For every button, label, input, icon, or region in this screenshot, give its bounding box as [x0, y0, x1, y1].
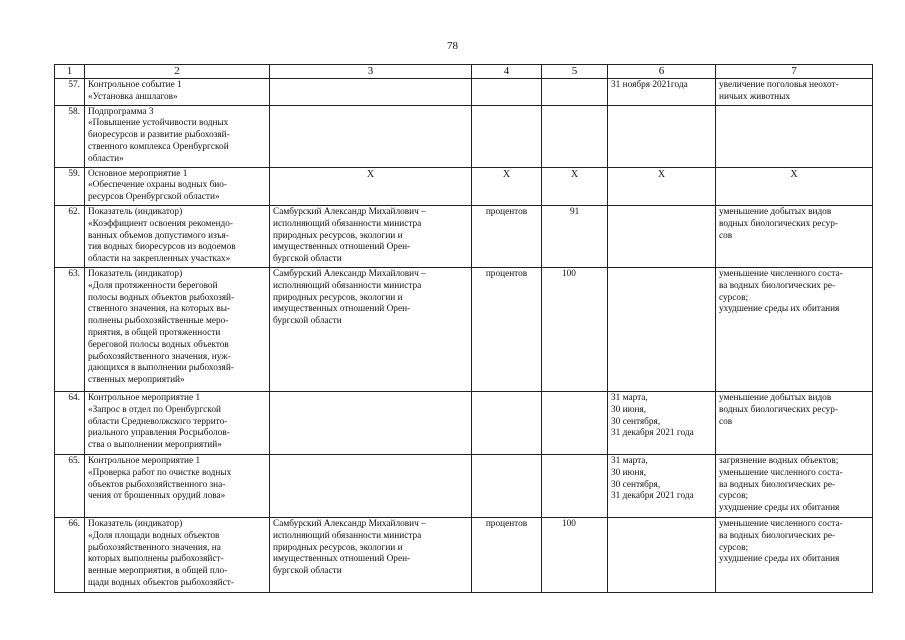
column-header: 1 [55, 65, 85, 79]
value-cell [542, 454, 608, 517]
result-cell [716, 517, 873, 592]
cell-line: полнены рыбохозяйственные меро- [88, 316, 229, 327]
responsible-cell [270, 205, 472, 267]
cell-line: ва водных биологических ре- [719, 479, 836, 490]
cell-line: ственного значения, на которых вы- [88, 304, 231, 315]
row-number-cell: 63. [55, 267, 85, 391]
cell-line: водных биологических ресур- [719, 218, 838, 229]
cell-line: Самбурский Александр Михайлович – [273, 518, 426, 529]
column-header: 7 [716, 65, 873, 79]
cell-line: ухудшение среды их обитания [719, 503, 840, 514]
cell-line: тия водных биоресурсов из водоемов [88, 242, 236, 253]
cell-line: ственных мероприятий» [88, 375, 185, 386]
cell-line: Показатель (индикатор) [88, 518, 183, 529]
cell-line: природных ресурсов, экологии и [273, 292, 403, 303]
row-name-cell [85, 391, 270, 454]
cell-line: сурсов; [719, 542, 749, 553]
cell-line: ственного комплекса Оренбургской [88, 141, 229, 152]
cell-line: «Запрос в отдел по Оренбургской [88, 404, 221, 415]
term-cell [608, 205, 716, 267]
cell-line: «Установка аншлагов» [88, 91, 178, 102]
cell-line: приятия, в общей протяженности [88, 327, 221, 338]
cell-line: ванных объемов допустимого изъя- [88, 230, 229, 241]
row-name-cell [85, 267, 270, 391]
row-name-cell [85, 105, 270, 167]
term-cell [608, 391, 716, 454]
cell-line: ничьих животных [719, 91, 790, 102]
cell-line: ресурсов Оренбургской области» [88, 192, 220, 203]
cell-line: уменьшение добытых видов [719, 206, 832, 217]
row-number-cell: 64. [55, 391, 85, 454]
unit-cell: X [472, 167, 542, 205]
cell-line: ства о выполнении мероприятий» [88, 440, 222, 451]
cell-line: 30 июня, [611, 467, 647, 478]
cell-line: области Средневолжского террито- [88, 416, 228, 427]
unit-cell: процентов [472, 267, 542, 391]
cell-line: сурсов; [719, 292, 749, 303]
cell-line: исполняющий обязанности министра [273, 530, 422, 541]
column-header: 3 [270, 65, 472, 79]
column-header: 4 [472, 65, 542, 79]
cell-line: ва водных биологических ре- [719, 280, 836, 291]
cell-line: сурсов; [719, 491, 749, 502]
unit-cell [472, 105, 542, 167]
cell-line: сов [719, 230, 733, 241]
cell-line: 31 декабря 2021 года [611, 491, 694, 502]
cell-line: береговой полосы водных объектов [88, 339, 229, 350]
cell-line: 30 сентября, [611, 479, 661, 490]
cell-line: области» [88, 153, 124, 164]
cell-line: X [366, 168, 375, 180]
cell-line: ухудшение среды их обитания [719, 554, 840, 565]
cell-line: природных ресурсов, экологии и [273, 230, 403, 241]
cell-line: загрязнение водных объектов; [719, 455, 839, 466]
cell-line: Показатель (индикатор) [88, 206, 183, 217]
cell-line: уменьшение добытых видов [719, 392, 832, 403]
cell-line: ва водных биологических ре- [719, 530, 836, 541]
cell-line: риального управления Росрыболов- [88, 428, 230, 439]
table-row [55, 205, 873, 267]
result-cell [716, 205, 873, 267]
cell-line: бургской области [273, 566, 342, 577]
value-cell [542, 391, 608, 454]
cell-line: «Коэффициент освоения рекомендо- [88, 218, 234, 229]
cell-line: «Доля протяженности береговой [88, 280, 218, 291]
value-cell: 100 [542, 517, 608, 592]
responsible-cell [270, 105, 472, 167]
cell-line: 31 марта, [611, 455, 648, 466]
cell-line: Контрольное мероприятие 1 [88, 455, 201, 466]
cell-line: природных ресурсов, экологии и [273, 542, 403, 553]
term-cell [608, 167, 716, 205]
cell-line: бургской области [273, 254, 342, 265]
cell-line: водных биологических ресур- [719, 404, 838, 415]
result-cell [716, 105, 873, 167]
cell-line: увеличение поголовья неохот- [719, 80, 839, 90]
cell-line: щади водных объектов рыбохозяйст- [88, 577, 234, 588]
cell-line: области на закрепленных участках» [88, 254, 231, 265]
cell-line: Самбурский Александр Михайлович – [273, 206, 426, 217]
term-cell [608, 454, 716, 517]
cell-line: Подпрограмма 3 [88, 106, 154, 117]
responsible-cell [270, 454, 472, 517]
cell-line: которых выполнены рыбохозяйст- [88, 554, 224, 565]
column-number-row [55, 65, 873, 79]
row-number-cell: 59. [55, 167, 85, 205]
term-cell [608, 267, 716, 391]
cell-line: Самбурский Александр Михайлович – [273, 268, 426, 279]
cell-line: дающихся в выполнении рыбохозяй- [88, 363, 234, 374]
cell-line: 30 сентября, [611, 416, 661, 427]
cell-line: чения от брошенных орудий лова» [88, 491, 226, 502]
unit-cell: процентов [472, 517, 542, 592]
cell-line: имущественных отношений Орен- [273, 554, 411, 565]
table-row [55, 167, 873, 205]
cell-line: Основное мероприятие 1 [88, 168, 188, 179]
cell-line: рыбохозяйственного значения, на [88, 542, 221, 553]
cell-line: имущественных отношений Орен- [273, 304, 411, 315]
table-row [55, 267, 873, 391]
value-cell: 100 [542, 267, 608, 391]
unit-cell [472, 391, 542, 454]
column-header: 6 [608, 65, 716, 79]
cell-line: Контрольное мероприятие 1 [88, 392, 201, 403]
cell-line: ухудшение среды их обитания [719, 304, 840, 315]
unit-cell [472, 79, 542, 106]
cell-line: «Обеспечение охраны водных био- [88, 180, 227, 191]
result-cell [716, 391, 873, 454]
column-header: 5 [542, 65, 608, 79]
cell-line: имущественных отношений Орен- [273, 242, 411, 253]
cell-line: Показатель (индикатор) [88, 268, 183, 279]
row-number-cell: 66. [55, 517, 85, 592]
cell-line: сов [719, 416, 733, 427]
responsible-cell [270, 167, 472, 205]
row-name-cell [85, 167, 270, 205]
row-number-cell: 65. [55, 454, 85, 517]
cell-line: рыбохозяйственного значения, нуж- [88, 351, 231, 362]
column-header: 2 [85, 65, 270, 79]
result-cell [716, 267, 873, 391]
result-cell [716, 79, 873, 106]
row-number-cell: 62. [55, 205, 85, 267]
cell-line: X [790, 168, 798, 180]
table-row [55, 105, 873, 167]
cell-line: биоресурсов и развитие рыбохозяй- [88, 130, 230, 141]
responsible-cell [270, 79, 472, 106]
result-cell [716, 454, 873, 517]
program-table [54, 64, 873, 593]
cell-line: 30 июня, [611, 404, 647, 415]
unit-cell: процентов [472, 205, 542, 267]
cell-line: «Повышение устойчивости водных [88, 118, 229, 129]
unit-cell [472, 454, 542, 517]
row-name-cell [85, 517, 270, 592]
cell-line: полосы водных объектов рыбохозяй- [88, 292, 235, 303]
cell-line: бургской области [273, 316, 342, 327]
cell-line: 31 марта, [611, 392, 648, 403]
table-row [55, 391, 873, 454]
cell-line: объектов рыбохозяйственного зна- [88, 479, 226, 490]
cell-line: исполняющий обязанности министра [273, 280, 422, 291]
cell-line: уменьшение численного соста- [719, 268, 843, 279]
cell-line: «Доля площади водных объектов [88, 530, 220, 541]
value-cell [542, 105, 608, 167]
cell-line: Контрольное событие 1 [88, 80, 182, 90]
value-cell [542, 79, 608, 106]
page-number: 78 [447, 40, 458, 52]
row-number-cell: 57. [55, 79, 85, 106]
cell-line: уменьшение численного соста- [719, 518, 843, 529]
table-row [55, 454, 873, 517]
responsible-cell [270, 517, 472, 592]
row-name-cell [85, 205, 270, 267]
cell-line: 31 ноября 2021года [611, 80, 688, 90]
row-name-cell [85, 79, 270, 106]
result-cell [716, 167, 873, 205]
responsible-cell [270, 391, 472, 454]
cell-line: уменьшение численного соста- [719, 467, 843, 478]
table-row [55, 517, 873, 592]
cell-line: исполняющий обязанности министра [273, 218, 422, 229]
value-cell: X [542, 167, 608, 205]
cell-line: «Проверка работ по очистке водных [88, 467, 232, 478]
term-cell [608, 105, 716, 167]
row-number-cell: 58. [55, 105, 85, 167]
term-cell [608, 517, 716, 592]
responsible-cell [270, 267, 472, 391]
value-cell: 91 [542, 205, 608, 267]
term-cell [608, 79, 716, 106]
table-row [55, 79, 873, 106]
cell-line: X [657, 168, 666, 180]
row-name-cell [85, 454, 270, 517]
cell-line: венные мероприятия, в общей пло- [88, 566, 228, 577]
cell-line: 31 декабря 2021 года [611, 428, 694, 439]
